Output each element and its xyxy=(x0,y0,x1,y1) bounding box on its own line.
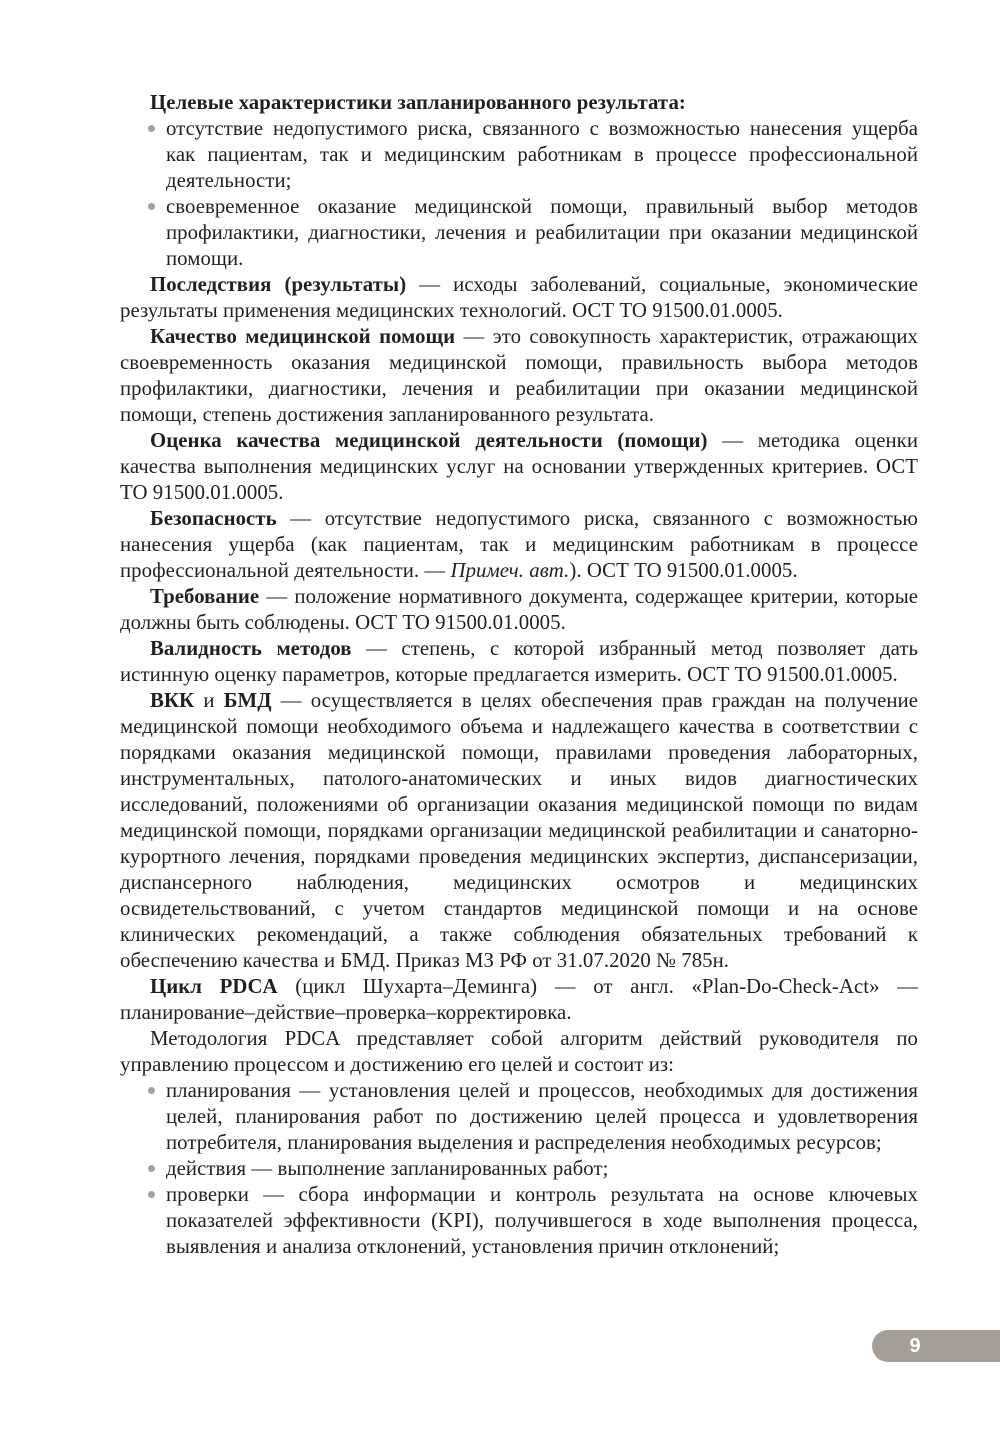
definition-term: Валидность методов xyxy=(150,637,352,660)
author-note: Примеч. авт. xyxy=(450,559,570,582)
list-item: своевременное оказание медицинской помощи, правильный выбор методов профилактики, диагностики, лечения и реабилитации при оказании медицинской помощи. xyxy=(166,194,918,272)
definition-quality-assessment: Оценка качества медицинской деятельности (помощи) — методика оценки качества выполнения медицинских услуг на основании утвержденных критериев. ОСТ ТО 91500.01.0005. xyxy=(120,429,918,504)
definition-term: БМД xyxy=(223,689,272,712)
list-item: проверки — сбора информации и контроль результата на основе ключевых показателей эффективности (KPI), получившегося в ходе выполнения процесса, выявления и анализа отклонений, установления причин отклонений; xyxy=(166,1182,918,1260)
definition-quality-of-care: Качество медицинской помощи — это совокупность характеристик, отражающих своевременность оказания медицинской помощи, правильность выбора методов профилактики, диагностики, лечения и реабилитации при оказании медицинской помощи, степень достижения запланированного результата. xyxy=(120,325,918,426)
page-number-tab xyxy=(872,1330,1000,1362)
page-number: 9 xyxy=(909,1335,921,1357)
section-heading: Целевые характеристики запланированного результата: xyxy=(150,91,686,114)
definition-term: Оценка качества медицинской деятельности (помощи) xyxy=(150,429,708,452)
target-characteristics-list xyxy=(120,116,918,272)
definition-term: Требование xyxy=(150,585,260,608)
bullet-icon xyxy=(148,203,155,210)
definition-vkk-bmd: ВКК и БМД — осуществляется в целях обеспечения прав граждан на получение медицинской помощи необходимого объема и надлежащего качества в соответствии с порядками оказания медицинской помощи, правилами проведения лабораторных, инструментальных, патолого-анатомических и иных видов диагностических исследований, положениями об организации оказания медицинской помощи по видам медицинской помощи, порядками организации медицинской реабилитации и санаторно-курортного лечения, порядками проведения медицинских экспертиз, диспансеризации, диспансерного наблюдения, медицинских осмотров и медицинских освидетельствований, с учетом стандартов медицинской помощи и на основе клинических рекомендаций, а также соблюдения обязательных требований к обеспечению качества и БМД. Приказ МЗ РФ от 31.07.2020 № 785н. xyxy=(120,689,918,972)
definition-term: Качество медицинской помощи xyxy=(150,325,456,348)
definition-method-validity: Валидность методов — степень, с которой избранный метод позволяет дать истинную оценку параметров, которые предлагается измерить. ОСТ ТО 91500.01.0005. xyxy=(120,637,918,686)
list-item: планирования — установления целей и процессов, необходимых для достижения целей, планирования работ по достижению целей процесса и удовлетворения потребителя, планирования выделения и распределения необходимых ресурсов; xyxy=(166,1078,918,1156)
bullet-icon xyxy=(148,125,155,132)
bullet-icon xyxy=(148,1165,155,1172)
definition-term: Цикл PDCA xyxy=(150,975,278,998)
definition-term: Последствия (результаты) xyxy=(150,273,407,296)
page-body xyxy=(120,90,918,1260)
bullet-icon xyxy=(148,1087,155,1094)
methodology-paragraph: Методология PDCA представляет собой алгоритм действий руководителя по управлению процессом и достижению его целей и состоит из: xyxy=(120,1027,918,1076)
definition-term: ВКК xyxy=(150,689,195,712)
list-item: отсутствие недопустимого риска, связанного с возможностью нанесения ущерба как пациентам, так и медицинским работникам в процессе профессиональной деятельности; xyxy=(166,116,918,194)
definition-safety: Безопасность — отсутствие недопустимого риска, связанного с возможностью нанесения ущерба (как пациентам, так и медицинским работникам в процессе профессиональной деятельности. — Примеч. авт.). ОСТ ТО 91500.01.0005. xyxy=(120,507,918,582)
bullet-icon xyxy=(148,1191,155,1198)
definition-requirement: Требование — положение нормативного документа, содержащее критерии, которые должны быть соблюдены. ОСТ ТО 91500.01.0005. xyxy=(120,585,918,634)
definition-consequences: Последствия (результаты) — исходы заболеваний, социальные, экономические результаты применения медицинских технологий. ОСТ ТО 91500.01.0005. xyxy=(120,273,918,322)
definition-term: Безопасность xyxy=(150,507,277,530)
list-item: действия — выполнение запланированных работ; xyxy=(166,1156,918,1182)
pdca-steps-list xyxy=(120,1078,918,1260)
definition-pdca: Цикл PDCA (цикл Шухарта–Деминга) — от англ. «Plan-Do-Check-Act» — планирование–действие–проверка–корректировка. xyxy=(120,975,918,1024)
